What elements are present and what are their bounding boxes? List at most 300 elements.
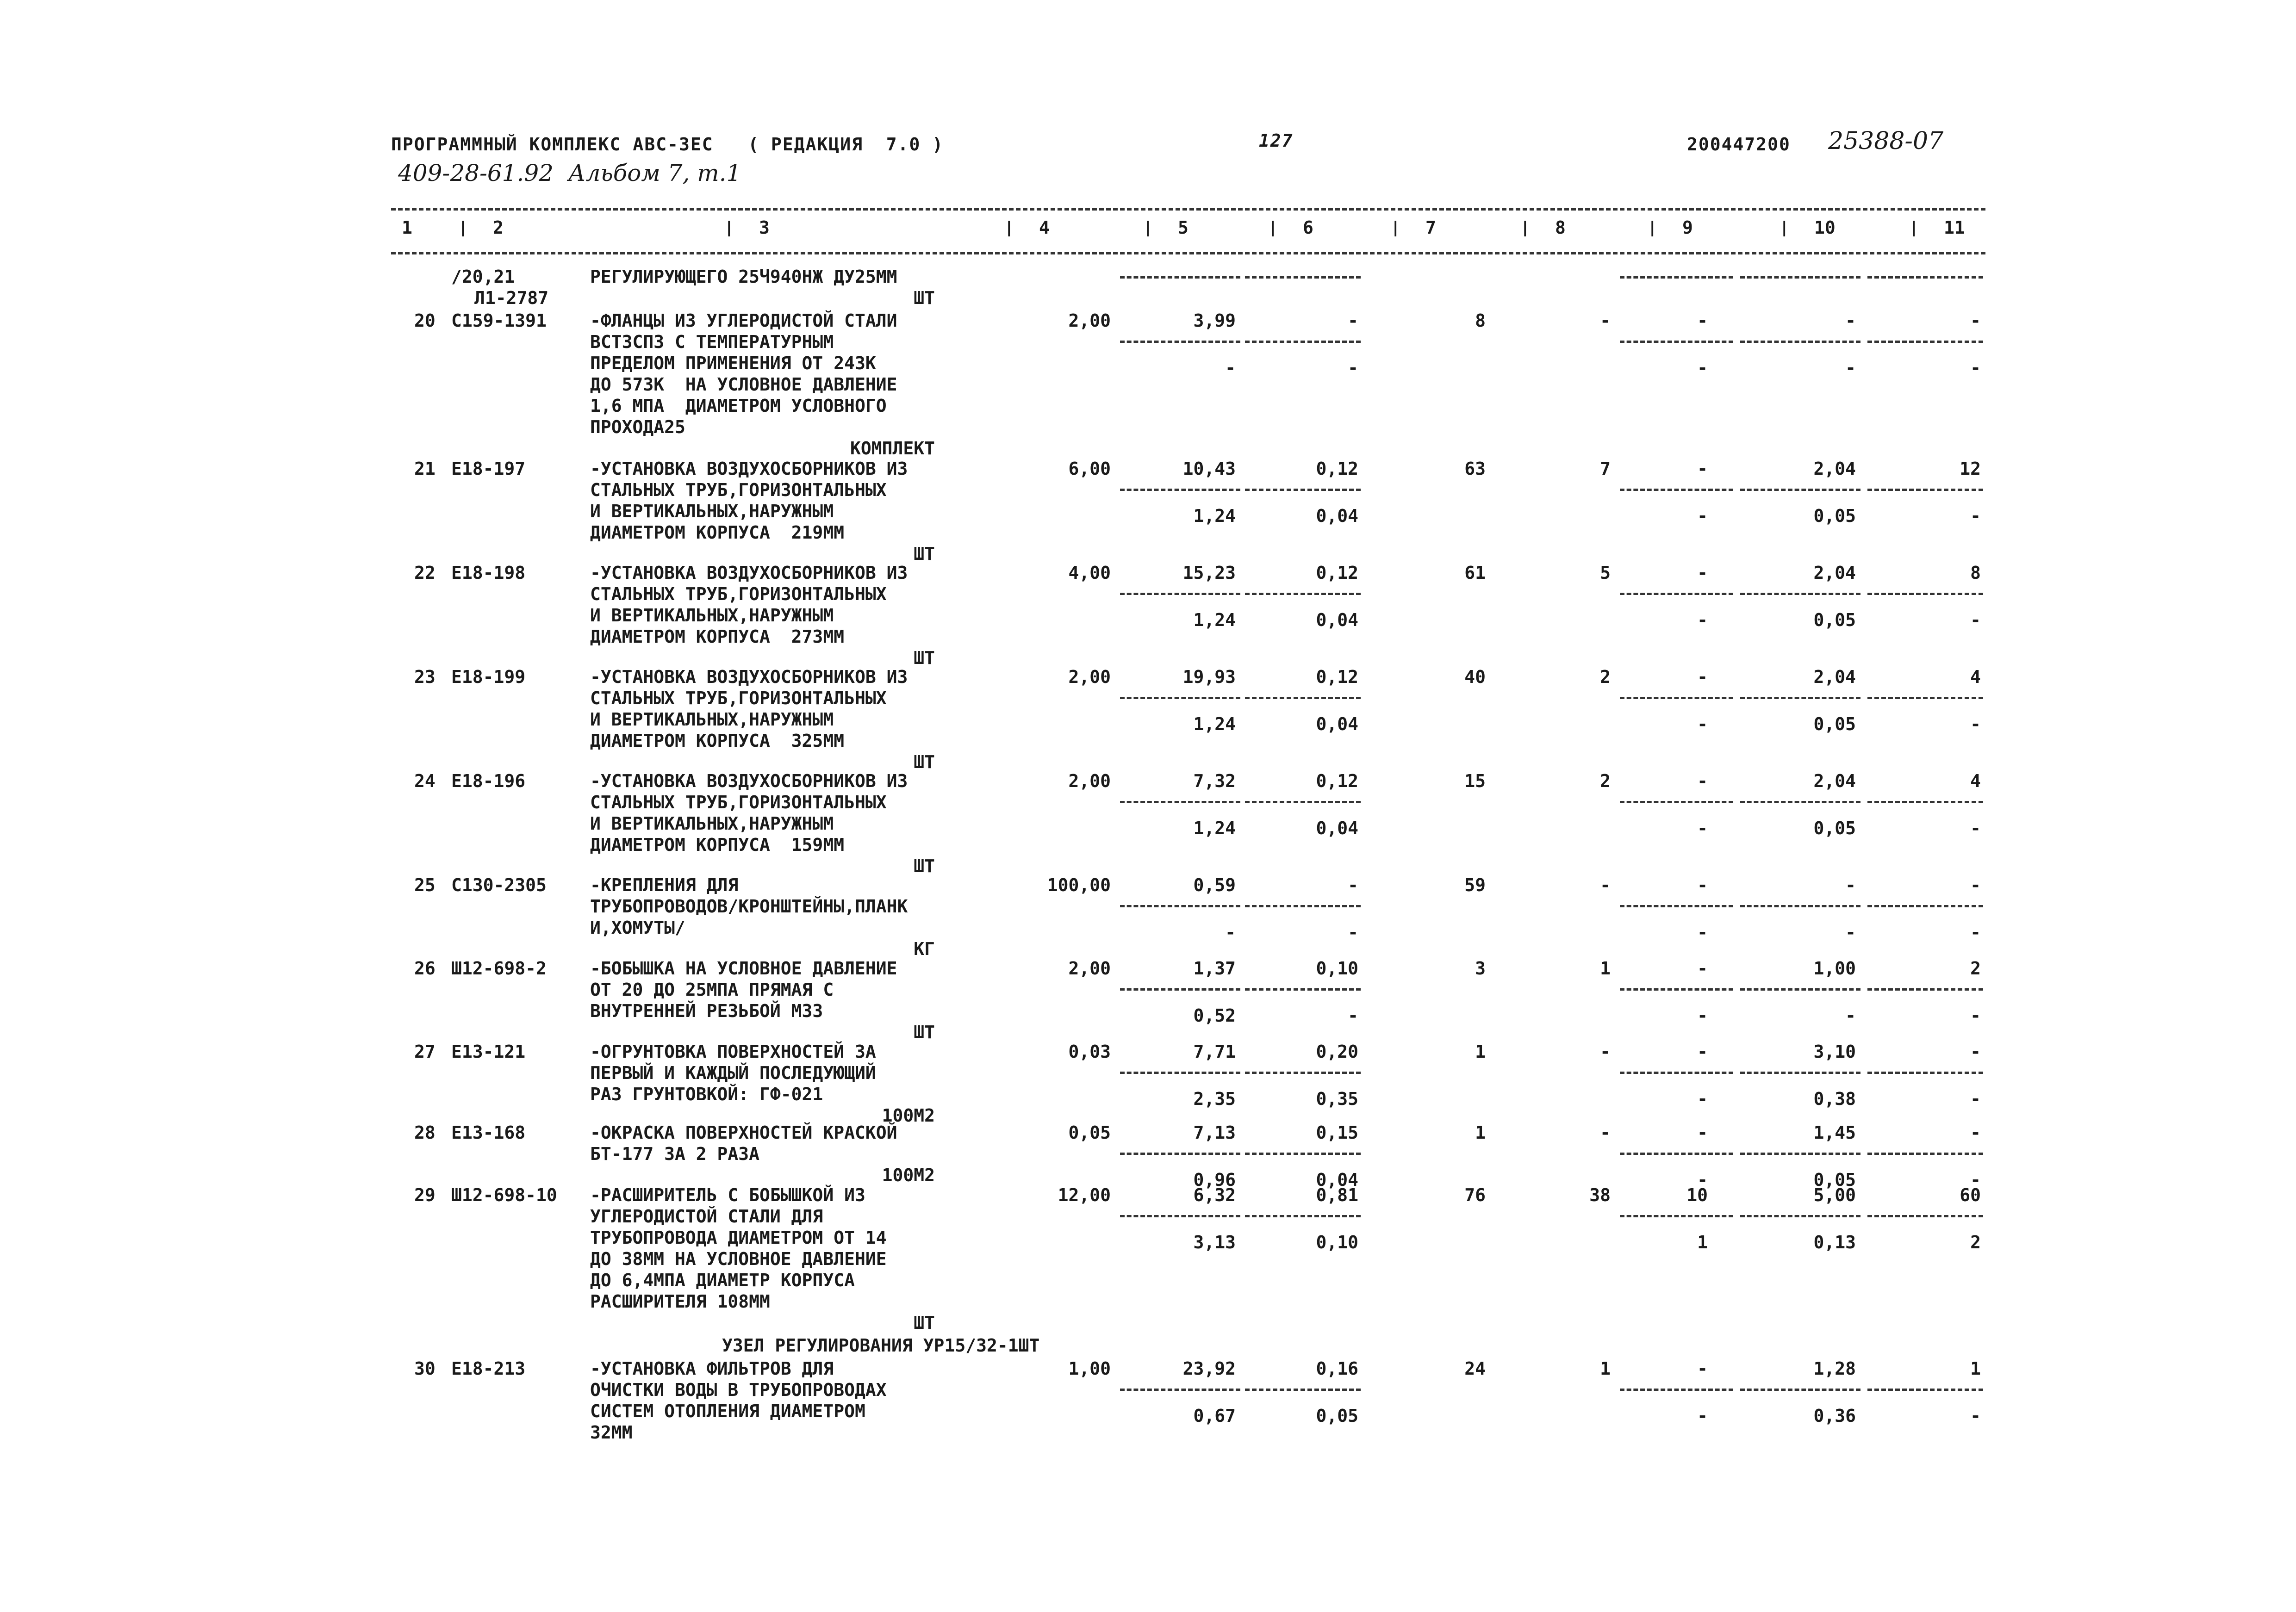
description-line: РАСШИРИТЕЛЯ 108ММ [590, 1291, 770, 1312]
total-machines: - [1697, 771, 1708, 791]
total-machines-wages: 1 [1697, 1232, 1708, 1252]
unit-cost-wages: 0,52 [1193, 1005, 1236, 1026]
labor-hours: 2,04 [1813, 459, 1856, 479]
cell-rule [1245, 276, 1361, 279]
cell-rule [1620, 988, 1733, 991]
total-wages: 1 [1600, 1358, 1611, 1379]
column-separator: | [724, 218, 734, 237]
labor-total: - [1970, 875, 1981, 895]
total-machines-wages: - [1697, 610, 1708, 630]
cell-rule [1245, 1389, 1361, 1391]
description-line: -РАСШИРИТЕЛЬ С БОБЫШКОЙ ИЗ [590, 1185, 865, 1205]
unit-cost: 19,93 [1182, 667, 1236, 687]
labor-hours: 2,04 [1813, 771, 1856, 791]
total-machines-wages: - [1697, 358, 1708, 378]
cell-rule [1120, 593, 1240, 595]
cell-rule [1120, 1072, 1240, 1074]
labor-total-machines: - [1970, 922, 1981, 942]
description-line: УГЛЕРОДИСТОЙ СТАЛИ ДЛЯ [590, 1206, 823, 1227]
cell-rule [1867, 1215, 1983, 1217]
total-machines-wages: - [1697, 1089, 1708, 1109]
cell-rule [1120, 276, 1240, 279]
row-number: 28 [414, 1122, 436, 1143]
total-wages: 2 [1600, 771, 1611, 791]
cell-rule [1867, 905, 1983, 907]
unit-cost-wages: 2,35 [1193, 1089, 1236, 1109]
labor-hours-machines: - [1845, 358, 1856, 378]
description-line: И ВЕРТИКАЛЬНЫХ,НАРУЖНЫМ [590, 501, 834, 521]
cell-rule [1740, 276, 1860, 279]
total-cost: 1 [1475, 1122, 1486, 1143]
unit-cost-machines-wages: 0,35 [1316, 1089, 1358, 1109]
cell-rule [1740, 905, 1860, 907]
total-wages: 7 [1600, 459, 1611, 479]
description-line: -УСТАНОВКА ВОЗДУХОСБОРНИКОВ ИЗ [590, 459, 908, 479]
unit-cost-wages: 1,24 [1193, 506, 1236, 526]
description-line: ТРУБОПРОВОДОВ/КРОНШТЕЙНЫ,ПЛАНК [590, 896, 908, 917]
unit-cost-wages: 1,24 [1193, 610, 1236, 630]
cell-rule [1620, 593, 1733, 595]
labor-total: 8 [1970, 563, 1981, 583]
labor-total: 4 [1970, 667, 1981, 687]
description-line: -УСТАНОВКА ВОЗДУХОСБОРНИКОВ ИЗ [590, 563, 908, 583]
row-number: 21 [414, 459, 436, 479]
description-line: -ОГРУНТОВКА ПОВЕРХНОСТЕЙ ЗА [590, 1042, 876, 1062]
cell-rule [1620, 801, 1733, 803]
unit-of-measure: ШТ [914, 544, 935, 564]
description-line: ДО 38ММ НА УСЛОВНОЕ ДАВЛЕНИЕ [590, 1249, 887, 1269]
resource-code: /20,21 [451, 267, 515, 287]
column-separator: | [1780, 218, 1789, 237]
labor-total: - [1970, 1122, 1981, 1143]
total-wages: - [1600, 1122, 1611, 1143]
total-cost: 3 [1475, 958, 1486, 979]
labor-hours-machines: 0,05 [1813, 506, 1856, 526]
labor-total-machines: - [1970, 818, 1981, 838]
total-machines-wages: - [1697, 818, 1708, 838]
description-line: -ФЛАНЦЫ ИЗ УГЛЕРОДИСТОЙ СТАЛИ [590, 310, 897, 331]
description-line: ДИАМЕТРОМ КОРПУСА 159ММ [590, 835, 845, 855]
column-number-7: 7 [1425, 217, 1436, 238]
total-machines: - [1697, 1358, 1708, 1379]
cell-rule [1245, 905, 1361, 907]
unit-cost-machines: 0,12 [1316, 563, 1358, 583]
page-number: 127 [1259, 130, 1294, 151]
labor-total-machines: - [1970, 714, 1981, 734]
cell-rule [1740, 988, 1860, 991]
description-line: -УСТАНОВКА ВОЗДУХОСБОРНИКОВ ИЗ [590, 667, 908, 687]
quantity: 4,00 [1068, 563, 1111, 583]
unit-cost: 6,32 [1193, 1185, 1236, 1205]
cell-rule [1120, 697, 1240, 699]
cell-rule [1245, 1072, 1361, 1074]
total-cost: 61 [1464, 563, 1486, 583]
cell-rule [1245, 1215, 1361, 1217]
column-number-8: 8 [1555, 217, 1566, 238]
cell-rule [1120, 801, 1240, 803]
cell-rule [1867, 697, 1983, 699]
total-cost: 15 [1464, 771, 1486, 791]
resource-code-line2: Л1-2787 [474, 288, 549, 308]
unit-of-measure: ШТ [914, 648, 935, 668]
labor-hours: 1,45 [1813, 1122, 1856, 1143]
labor-total-machines: - [1970, 1005, 1981, 1026]
cell-rule [1740, 1389, 1860, 1391]
total-machines-wages: - [1697, 1005, 1708, 1026]
labor-total: 4 [1970, 771, 1981, 791]
quantity: 6,00 [1068, 459, 1111, 479]
column-number-2: 2 [493, 217, 504, 238]
description-line: И ВЕРТИКАЛЬНЫХ,НАРУЖНЫМ [590, 813, 834, 834]
cell-rule [1620, 697, 1733, 699]
labor-total-machines: - [1970, 610, 1981, 630]
cell-rule [1620, 905, 1733, 907]
document-code: 200447200 [1687, 134, 1791, 155]
unit-of-measure: ШТ [914, 1022, 935, 1042]
labor-total: 1 [1970, 1358, 1981, 1379]
row-number: 24 [414, 771, 436, 791]
quantity: 2,00 [1068, 771, 1111, 791]
labor-hours: 2,04 [1813, 667, 1856, 687]
table-top-rule [391, 208, 1985, 211]
description-line: ПРОХОДА25 [590, 417, 685, 437]
quantity: 0,03 [1068, 1042, 1111, 1062]
total-cost: 1 [1475, 1042, 1486, 1062]
resource-code: Е18-213 [451, 1358, 526, 1379]
column-number-1: 1 [402, 217, 412, 238]
resource-code: С130-2305 [451, 875, 547, 895]
description-line: ВСТ3СП3 С ТЕМПЕРАТУРНЫМ [590, 332, 834, 352]
labor-hours-machines: 0,13 [1813, 1232, 1856, 1252]
cell-rule [1120, 341, 1240, 343]
unit-cost-machines-wages: - [1348, 1005, 1358, 1026]
total-wages: - [1600, 1042, 1611, 1062]
row-number: 20 [414, 310, 436, 331]
description-line: -ОКРАСКА ПОВЕРХНОСТЕЙ КРАСКОЙ [590, 1122, 897, 1143]
labor-hours-machines: 0,36 [1813, 1406, 1856, 1426]
description-line: ДО 573К НА УСЛОВНОЕ ДАВЛЕНИЕ [590, 374, 897, 395]
description-line: И ВЕРТИКАЛЬНЫХ,НАРУЖНЫМ [590, 605, 834, 626]
labor-total-machines: - [1970, 358, 1981, 378]
total-machines: - [1697, 310, 1708, 331]
unit-cost-machines: 0,15 [1316, 1122, 1358, 1143]
unit-cost-machines-wages: 0,04 [1316, 714, 1358, 734]
total-machines: - [1697, 667, 1708, 687]
row-number: 22 [414, 563, 436, 583]
resource-code: Е18-199 [451, 667, 526, 687]
total-wages: - [1600, 875, 1611, 895]
labor-hours: 3,10 [1813, 1042, 1856, 1062]
column-separator: | [1004, 218, 1014, 237]
quantity: 2,00 [1068, 667, 1111, 687]
quantity: 100,00 [1047, 875, 1111, 895]
unit-of-measure: КГ [914, 939, 935, 959]
column-number-5: 5 [1178, 217, 1188, 238]
labor-hours-machines: - [1845, 1005, 1856, 1026]
total-machines: - [1697, 563, 1708, 583]
description-line: ДИАМЕТРОМ КОРПУСА 273ММ [590, 626, 845, 647]
quantity: 0,05 [1068, 1122, 1111, 1143]
cell-rule [1245, 341, 1361, 343]
description-line: 32ММ [590, 1422, 633, 1443]
description-line: СТАЛЬНЫХ ТРУБ,ГОРИЗОНТАЛЬНЫХ [590, 584, 887, 604]
description-line: СТАЛЬНЫХ ТРУБ,ГОРИЗОНТАЛЬНЫХ [590, 792, 887, 812]
resource-code: Е18-197 [451, 459, 526, 479]
unit-cost-wages: 1,24 [1193, 818, 1236, 838]
column-number-9: 9 [1682, 217, 1693, 238]
unit-cost: 10,43 [1182, 459, 1236, 479]
cell-rule [1740, 1153, 1860, 1155]
cell-rule [1120, 1389, 1240, 1391]
unit-cost-wages: - [1225, 922, 1236, 942]
column-separator: | [1268, 218, 1278, 237]
cell-rule [1620, 1389, 1733, 1391]
cell-rule [1245, 593, 1361, 595]
description-line: ОТ 20 ДО 25МПА ПРЯМАЯ С [590, 980, 834, 1000]
quantity: 12,00 [1058, 1185, 1111, 1205]
album-reference: 409-28-61.92 Альбом 7, т.1 [398, 160, 741, 186]
description-line: -КРЕПЛЕНИЯ ДЛЯ [590, 875, 739, 895]
total-cost: 40 [1464, 667, 1486, 687]
section-heading: УЗЕЛ РЕГУЛИРОВАНИЯ УР15/32-1ШТ [722, 1335, 1040, 1356]
cell-rule [1740, 801, 1860, 803]
column-separator: | [1143, 218, 1153, 237]
cell-rule [1120, 1153, 1240, 1155]
unit-cost: 1,37 [1193, 958, 1236, 979]
row-number: 29 [414, 1185, 436, 1205]
unit-cost: 7,13 [1193, 1122, 1236, 1143]
labor-hours-machines: 0,05 [1813, 610, 1856, 630]
unit-cost-machines: 0,12 [1316, 771, 1358, 791]
total-cost: 63 [1464, 459, 1486, 479]
cell-rule [1740, 341, 1860, 343]
total-cost: 76 [1464, 1185, 1486, 1205]
cell-rule [1740, 593, 1860, 595]
cell-rule [1245, 489, 1361, 491]
description-line: 1,6 МПА ДИАМЕТРОМ УСЛОВНОГО [590, 396, 887, 416]
total-cost: 24 [1464, 1358, 1486, 1379]
row-number: 25 [414, 875, 436, 895]
unit-cost-wages: 0,96 [1193, 1170, 1236, 1190]
unit-of-measure: ШТ [914, 856, 935, 876]
column-separator: | [1391, 218, 1400, 237]
cell-rule [1620, 1215, 1733, 1217]
labor-hours-machines: 0,38 [1813, 1089, 1856, 1109]
description-line: СИСТЕМ ОТОПЛЕНИЯ ДИАМЕТРОМ [590, 1401, 865, 1421]
labor-total-machines: - [1970, 506, 1981, 526]
labor-total: 12 [1960, 459, 1981, 479]
unit-cost-wages: - [1225, 358, 1236, 378]
cell-rule [1120, 905, 1240, 907]
handwritten-code: 25388-07 [1828, 127, 1944, 155]
cell-rule [1620, 1153, 1733, 1155]
cell-rule [1740, 1072, 1860, 1074]
description-line: СТАЛЬНЫХ ТРУБ,ГОРИЗОНТАЛЬНЫХ [590, 688, 887, 708]
total-machines: - [1697, 1042, 1708, 1062]
labor-total: 60 [1960, 1185, 1981, 1205]
cell-rule [1867, 988, 1983, 991]
column-separator: | [1520, 218, 1530, 237]
unit-cost-machines-wages: - [1348, 358, 1358, 378]
cell-rule [1120, 1215, 1240, 1217]
unit-cost-machines: 0,81 [1316, 1185, 1358, 1205]
unit-cost-machines-wages: 0,04 [1316, 1170, 1358, 1190]
row-number: 23 [414, 667, 436, 687]
description-line: И ВЕРТИКАЛЬНЫХ,НАРУЖНЫМ [590, 709, 834, 730]
total-wages: 5 [1600, 563, 1611, 583]
cell-rule [1867, 593, 1983, 595]
description-line: РАЗ ГРУНТОВКОЙ: ГФ-021 [590, 1084, 823, 1104]
column-number-6: 6 [1303, 217, 1313, 238]
labor-hours-machines: 0,05 [1813, 1170, 1856, 1190]
labor-hours: 1,28 [1813, 1358, 1856, 1379]
column-number-11: 11 [1944, 217, 1965, 238]
total-machines-wages: - [1697, 506, 1708, 526]
unit-cost-machines-wages: 0,04 [1316, 506, 1358, 526]
labor-hours: 1,00 [1813, 958, 1856, 979]
cell-rule [1867, 341, 1983, 343]
total-machines: - [1697, 958, 1708, 979]
description-line: И,ХОМУТЫ/ [590, 918, 685, 938]
column-number-4: 4 [1039, 217, 1050, 238]
unit-cost-machines: 0,12 [1316, 459, 1358, 479]
row-number: 30 [414, 1358, 436, 1379]
cell-rule [1245, 988, 1361, 991]
cell-rule [1120, 988, 1240, 991]
description-line: РЕГУЛИРУЮЩЕГО 25Ч940НЖ ДУ25ММ [590, 267, 897, 287]
cell-rule [1867, 276, 1983, 279]
cell-rule [1740, 489, 1860, 491]
total-machines-wages: - [1697, 922, 1708, 942]
unit-cost: 15,23 [1182, 563, 1236, 583]
program-header: ПРОГРАММНЫЙ КОМПЛЕКС АВС-ЗЕС ( РЕДАКЦИЯ 7.0 ) [391, 134, 944, 155]
description-line: ОЧИСТКИ ВОДЫ В ТРУБОПРОВОДАХ [590, 1380, 887, 1400]
column-separator: | [458, 218, 468, 237]
unit-cost: 7,32 [1193, 771, 1236, 791]
unit-cost-machines-wages: - [1348, 922, 1358, 942]
labor-hours-machines: 0,05 [1813, 714, 1856, 734]
resource-code: Е13-121 [451, 1042, 526, 1062]
labor-total-machines: 2 [1970, 1232, 1981, 1252]
cell-rule [1740, 1215, 1860, 1217]
total-machines: - [1697, 459, 1708, 479]
unit-cost-machines-wages: 0,10 [1316, 1232, 1358, 1252]
quantity: 1,00 [1068, 1358, 1111, 1379]
unit-cost: 23,92 [1182, 1358, 1236, 1379]
labor-hours: 5,00 [1813, 1185, 1856, 1205]
quantity: 2,00 [1068, 310, 1111, 331]
resource-code: Ш12-698-10 [451, 1185, 557, 1205]
cell-rule [1867, 801, 1983, 803]
labor-total-machines: - [1970, 1170, 1981, 1190]
unit-cost-machines: 0,16 [1316, 1358, 1358, 1379]
unit-cost-machines: 0,10 [1316, 958, 1358, 979]
row-number: 27 [414, 1042, 436, 1062]
cell-rule [1245, 1153, 1361, 1155]
resource-code: Е13-168 [451, 1122, 526, 1143]
row-number: 26 [414, 958, 436, 979]
description-line: -УСТАНОВКА ВОЗДУХОСБОРНИКОВ ИЗ [590, 771, 908, 791]
resource-code: С159-1391 [451, 310, 547, 331]
description-line: СТАЛЬНЫХ ТРУБ,ГОРИЗОНТАЛЬНЫХ [590, 480, 887, 500]
unit-cost-machines: - [1348, 310, 1358, 331]
description-line: ТРУБОПРОВОДА ДИАМЕТРОМ ОТ 14 [590, 1228, 887, 1248]
table-header-rule [391, 252, 1985, 254]
unit-cost-wages: 1,24 [1193, 714, 1236, 734]
cell-rule [1620, 489, 1733, 491]
unit-of-measure: ШТ [914, 752, 935, 772]
labor-total-machines: - [1970, 1406, 1981, 1426]
labor-hours: - [1845, 875, 1856, 895]
unit-of-measure: ШТ [914, 288, 935, 308]
cell-rule [1620, 341, 1733, 343]
column-separator: | [1648, 218, 1657, 237]
total-machines: - [1697, 1122, 1708, 1143]
resource-code: Е18-198 [451, 563, 526, 583]
column-separator: | [1909, 218, 1919, 237]
labor-total: - [1970, 310, 1981, 331]
cell-rule [1245, 801, 1361, 803]
column-number-3: 3 [759, 217, 770, 238]
labor-hours: 2,04 [1813, 563, 1856, 583]
labor-total-machines: - [1970, 1089, 1981, 1109]
description-line: ПРЕДЕЛОМ ПРИМЕНЕНИЯ ОТ 243К [590, 353, 876, 373]
cell-rule [1867, 1153, 1983, 1155]
description-line: ДО 6,4МПА ДИАМЕТР КОРПУСА [590, 1270, 855, 1290]
quantity: 2,00 [1068, 958, 1111, 979]
unit-cost: 3,99 [1193, 310, 1236, 331]
total-wages: 38 [1589, 1185, 1611, 1205]
total-wages: 2 [1600, 667, 1611, 687]
total-machines: 10 [1686, 1185, 1708, 1205]
resource-code: Ш12-698-2 [451, 958, 547, 979]
total-cost: 8 [1475, 310, 1486, 331]
unit-cost-machines-wages: 0,04 [1316, 818, 1358, 838]
unit-cost-wages: 3,13 [1193, 1232, 1236, 1252]
unit-of-measure: КОМПЛЕКТ [850, 438, 935, 459]
unit-cost-machines: 0,20 [1316, 1042, 1358, 1062]
unit-cost: 0,59 [1193, 875, 1236, 895]
labor-total: - [1970, 1042, 1981, 1062]
description-line: БТ-177 ЗА 2 РАЗА [590, 1144, 760, 1164]
unit-cost-machines: 0,12 [1316, 667, 1358, 687]
total-machines-wages: - [1697, 1170, 1708, 1190]
unit-of-measure: 100М2 [882, 1105, 935, 1126]
description-line: ДИАМЕТРОМ КОРПУСА 325ММ [590, 731, 845, 751]
labor-hours: - [1845, 310, 1856, 331]
unit-cost-machines-wages: 0,04 [1316, 610, 1358, 630]
cell-rule [1620, 276, 1733, 279]
unit-cost-machines-wages: 0,05 [1316, 1406, 1358, 1426]
total-machines-wages: - [1697, 1406, 1708, 1426]
unit-cost-machines: - [1348, 875, 1358, 895]
cell-rule [1740, 697, 1860, 699]
description-line: ДИАМЕТРОМ КОРПУСА 219ММ [590, 522, 845, 543]
total-machines-wages: - [1697, 714, 1708, 734]
description-line: ВНУТРЕННЕЙ РЕЗЬБОЙ М33 [590, 1001, 823, 1021]
unit-of-measure: 100М2 [882, 1165, 935, 1185]
unit-of-measure: ШТ [914, 1313, 935, 1333]
labor-hours-machines: 0,05 [1813, 818, 1856, 838]
total-wages: 1 [1600, 958, 1611, 979]
unit-cost: 7,71 [1193, 1042, 1236, 1062]
cell-rule [1867, 489, 1983, 491]
description-line: -УСТАНОВКА ФИЛЬТРОВ ДЛЯ [590, 1358, 834, 1379]
cell-rule [1867, 1072, 1983, 1074]
resource-code: Е18-196 [451, 771, 526, 791]
cell-rule [1245, 697, 1361, 699]
labor-total: 2 [1970, 958, 1981, 979]
